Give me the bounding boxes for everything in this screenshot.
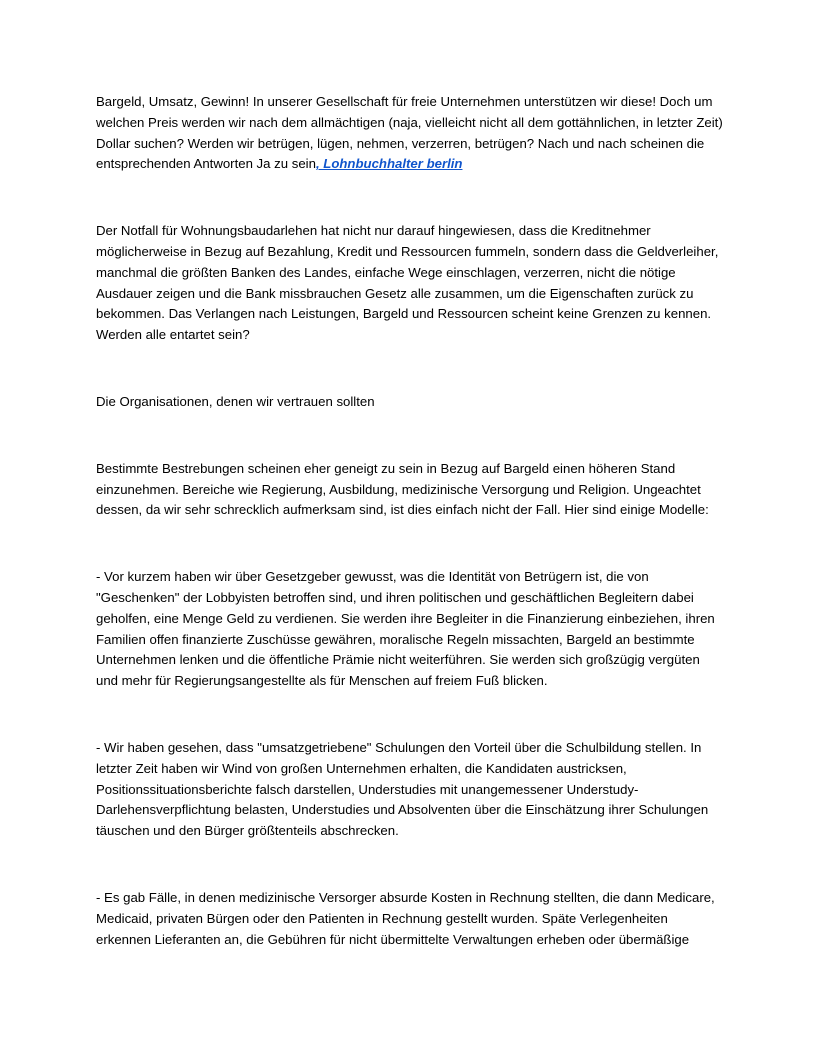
paragraph-intro (96, 92, 724, 175)
paragraph-bestrebungen: Bestimmte Bestrebungen scheinen eher geneigt zu sein in Bezug auf Bargeld einen höheren Stand einzunehmen. Bereiche wie Regierung, Ausbildung, medizinische Versorgung und Religion. Ungeachtet dessen, da wir sehr schrecklich aufmerksam sind, ist dies einfach nicht der Fall. Hier sind einige Modelle: (96, 460, 709, 518)
paragraph-gesetzgeber: - Vor kurzem haben wir über Gesetzgeber gewusst, was die Identität von Betrügern ist, die von "Geschenken" der Lobbyisten betroffen sind, und ihren politischen und geschäftlichen Begleitern dabei geholfen, eine Menge Geld zu verdienen. Sie werden ihre Begleiter in die Finanzierung einbeziehen, ihren Familien offen finanzierte Zuschüsse gewähren, moralische Regeln missachten, Bargeld an bestimmte Unternehmen lenken und die öffentliche Prämie nicht weiterführen. Sie werden sich großzügig vergüten und mehr für Regierungsangestellte als für Menschen auf freiem Fuß blicken. (96, 569, 715, 689)
paragraph-mortgage: Der Notfall für Wohnungsbaudarlehen hat nicht nur darauf hingewiesen, dass die Kreditnehmer möglicherweise in Bezug auf Bezahlung, Kredit und Ressourcen fummeln, sondern dass die Geldverleiher, manchmal die größten Banken des Landes, einfache Wege einschlagen, verzerren, nicht die nötige Ausdauer zeigen und die Bank missbrauchen Gesetz alle zusammen, um die Eigenschaften zurück zu bekommen. Das Verlangen nach Leistungen, Bargeld und Ressourcen scheint keine Grenzen zu kennen. Werden alle entartet sein? (96, 223, 719, 343)
spacer (96, 842, 724, 888)
spacer (96, 346, 724, 392)
document-page (96, 92, 724, 950)
paragraph-intro-text: Bargeld, Umsatz, Gewinn! In unserer Gesellschaft für freie Unternehmen unterstützen wir diese! Doch um welchen Preis werden wir nach dem allmächtigen (naja, vielleicht nicht all dem gottähnlichen, in letzter Zeit) Dollar suchen? Werden wir betrügen, lügen, nehmen, verzerren, betrügen? Nach und nach scheinen die entsprechenden Antworten Ja zu sein (96, 94, 723, 172)
spacer (96, 692, 724, 738)
paragraph-schulungen: - Wir haben gesehen, dass "umsatzgetriebene" Schulungen den Vorteil über die Schulbildung stellen. In letzter Zeit haben wir Wind von großen Unternehmen erhalten, die Kandidaten austricksen, Positionssituationsberichte falsch darstellen, Understudies mit unangemessener Understudy-Darlehensverpflichtung belasten, Understudies und Absolventen über die Einschätzung ihrer Schulungen täuschen und den Bürger größtenteils abschrecken. (96, 739, 709, 839)
spacer (96, 521, 724, 567)
section-heading-organisations: Die Organisationen, denen wir vertrauen sollten (96, 393, 375, 409)
paragraph-medizin: - Es gab Fälle, in denen medizinische Versorger absurde Kosten in Rechnung stellten, die dann Medicare, Medicaid, privaten Bürgen oder den Patienten in Rechnung gestellt wurden. Späte Verlegenheiten erkennen Lieferanten an, die Gebühren für nicht übermittelte Verwaltungen erheben oder übermäßige (96, 889, 715, 947)
spacer (96, 175, 724, 221)
lohnbuchhalter-link[interactable]: , Lohnbuchhalter berlin (315, 156, 463, 172)
spacer (96, 413, 724, 459)
